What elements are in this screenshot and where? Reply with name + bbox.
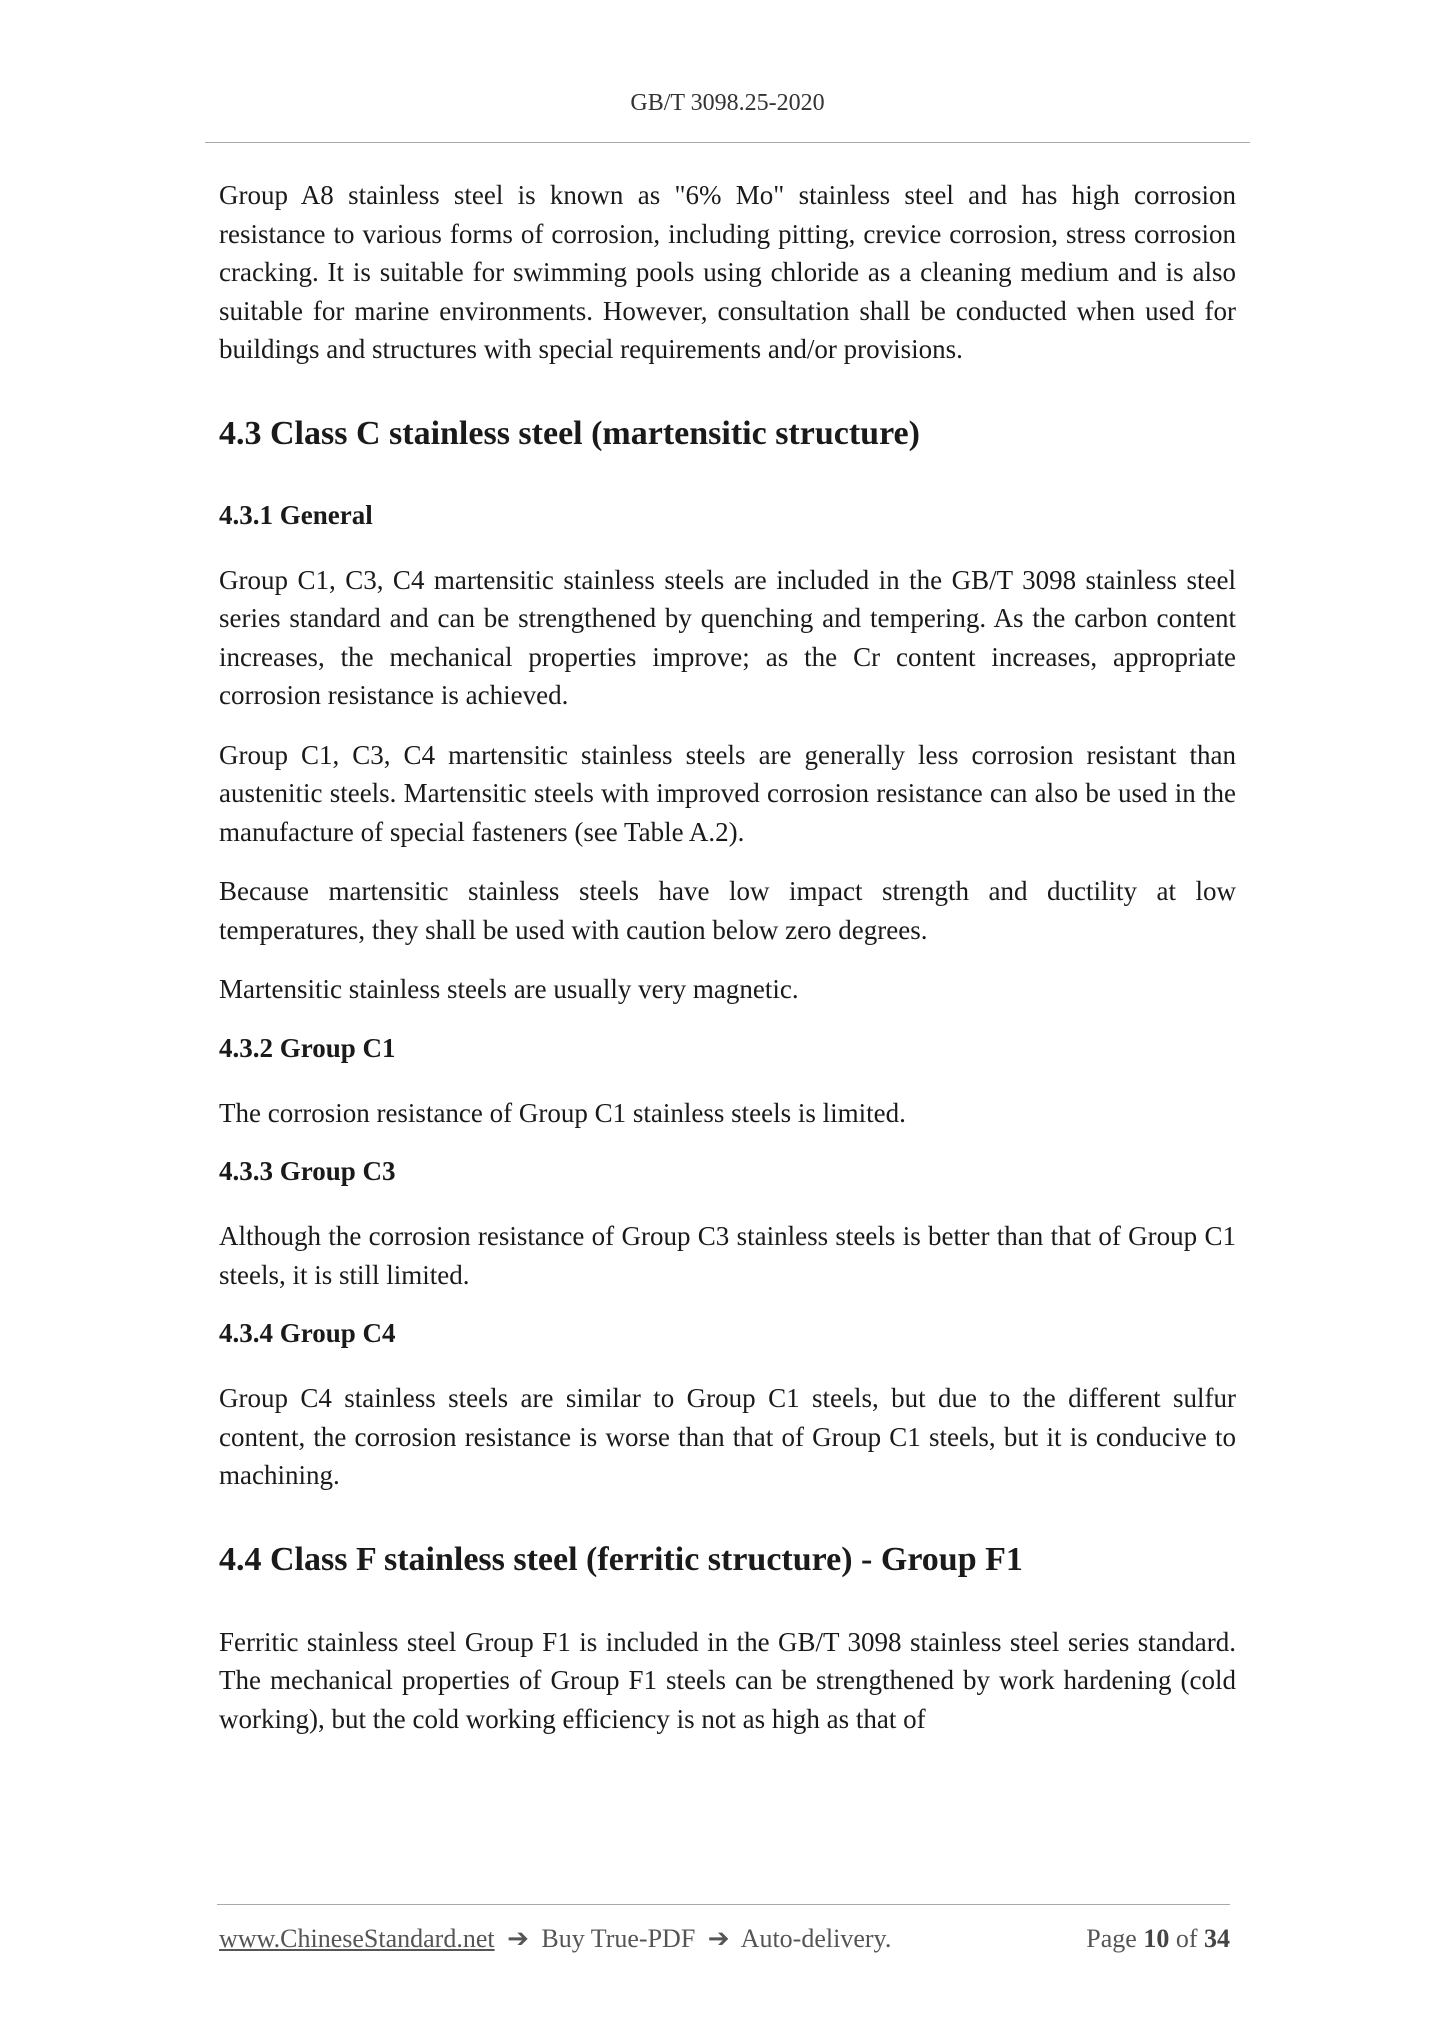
- page-number: [1086, 1924, 1230, 1954]
- footer-divider: [217, 1904, 1230, 1905]
- heading-4-3: 4.3 Class C stainless steel (martensitic structure): [219, 414, 920, 452]
- arrow-right-icon: ➔: [707, 1924, 730, 1953]
- page-label: Page: [1086, 1924, 1137, 1953]
- paragraph-general-1: Group C1, C3, C4 martensitic stainless steels are included in the GB/T 3098 stainless steel series standard and can be strengthened by quenching and tempering. As the carbon content increases, the mechanical properties improve; as the Cr content increases, appropriate corrosion resistance is achieved.: [219, 564, 1236, 710]
- heading-4-4: 4.4 Class F stainless steel (ferritic structure) - Group F1: [219, 1540, 1023, 1578]
- heading-4-3-1: 4.3.1 General: [219, 499, 373, 530]
- page-total: 34: [1204, 1924, 1230, 1953]
- arrow-right-icon: ➔: [507, 1924, 529, 1953]
- page-of: of: [1175, 1924, 1198, 1953]
- header-divider: [205, 142, 1250, 143]
- delivery-text: Auto-delivery.: [740, 1924, 892, 1953]
- paragraph-group-f1: Ferritic stainless steel Group F1 is included in the GB/T 3098 stainless steel series standard. The mechanical properties of Group F1 steels can be strengthened by work hardening (cold working), but the cold working efficiency is not as high as that of: [219, 1626, 1236, 1734]
- page-footer: [219, 1924, 1230, 1954]
- site-link[interactable]: www.ChineseStandard.net: [219, 1924, 495, 1953]
- paragraph-general-2: Group C1, C3, C4 martensitic stainless steels are generally less corrosion resistant than austenitic steels. Martensitic steels with improved corrosion resistance can also be used in the manufacture of special fasteners (see Table A.2).: [219, 739, 1236, 847]
- page-current: 10: [1143, 1924, 1170, 1953]
- paragraph-group-c4: Group C4 stainless steels are similar to Group C1 steels, but due to the different sulfur content, the corrosion resistance is worse than that of Group C1 steels, but it is conducive to machining.: [219, 1383, 1236, 1490]
- document-body: [219, 176, 1236, 1759]
- paragraph-general-3: Because martensitic stainless steels have low impact strength and ductility at low temperatures, they shall be used with caution below zero degrees.: [219, 876, 1236, 945]
- heading-4-3-2: 4.3.2 Group C1: [219, 1032, 396, 1063]
- paragraph-group-c1: The corrosion resistance of Group C1 stainless steels is limited.: [219, 1097, 906, 1128]
- paragraph-general-4: Martensitic stainless steels are usually very magnetic.: [219, 974, 799, 1004]
- paragraph-group-a8: Group A8 stainless steel is known as "6% Mo" stainless steel and has high corrosion resistance to various forms of corrosion, including pitting, crevice corrosion, stress corrosion cracking. It is suitable for swimming pools using chloride as a cleaning medium and is also suitable for marine environments. However, consultation shall be conducted when used for buildings and structures with special requirements and/or provisions.: [219, 180, 1236, 364]
- paragraph-group-c3: Although the corrosion resistance of Group C3 stainless steels is better than that of Group C1 steels, it is still limited.: [219, 1221, 1236, 1290]
- heading-4-3-4: 4.3.4 Group C4: [219, 1318, 396, 1348]
- footer-promo: [219, 1924, 891, 1954]
- page-header: GB/T 3098.25-2020: [630, 90, 825, 116]
- heading-4-3-3: 4.3.3 Group C3: [219, 1156, 396, 1186]
- buy-text: Buy True-PDF: [541, 1924, 696, 1953]
